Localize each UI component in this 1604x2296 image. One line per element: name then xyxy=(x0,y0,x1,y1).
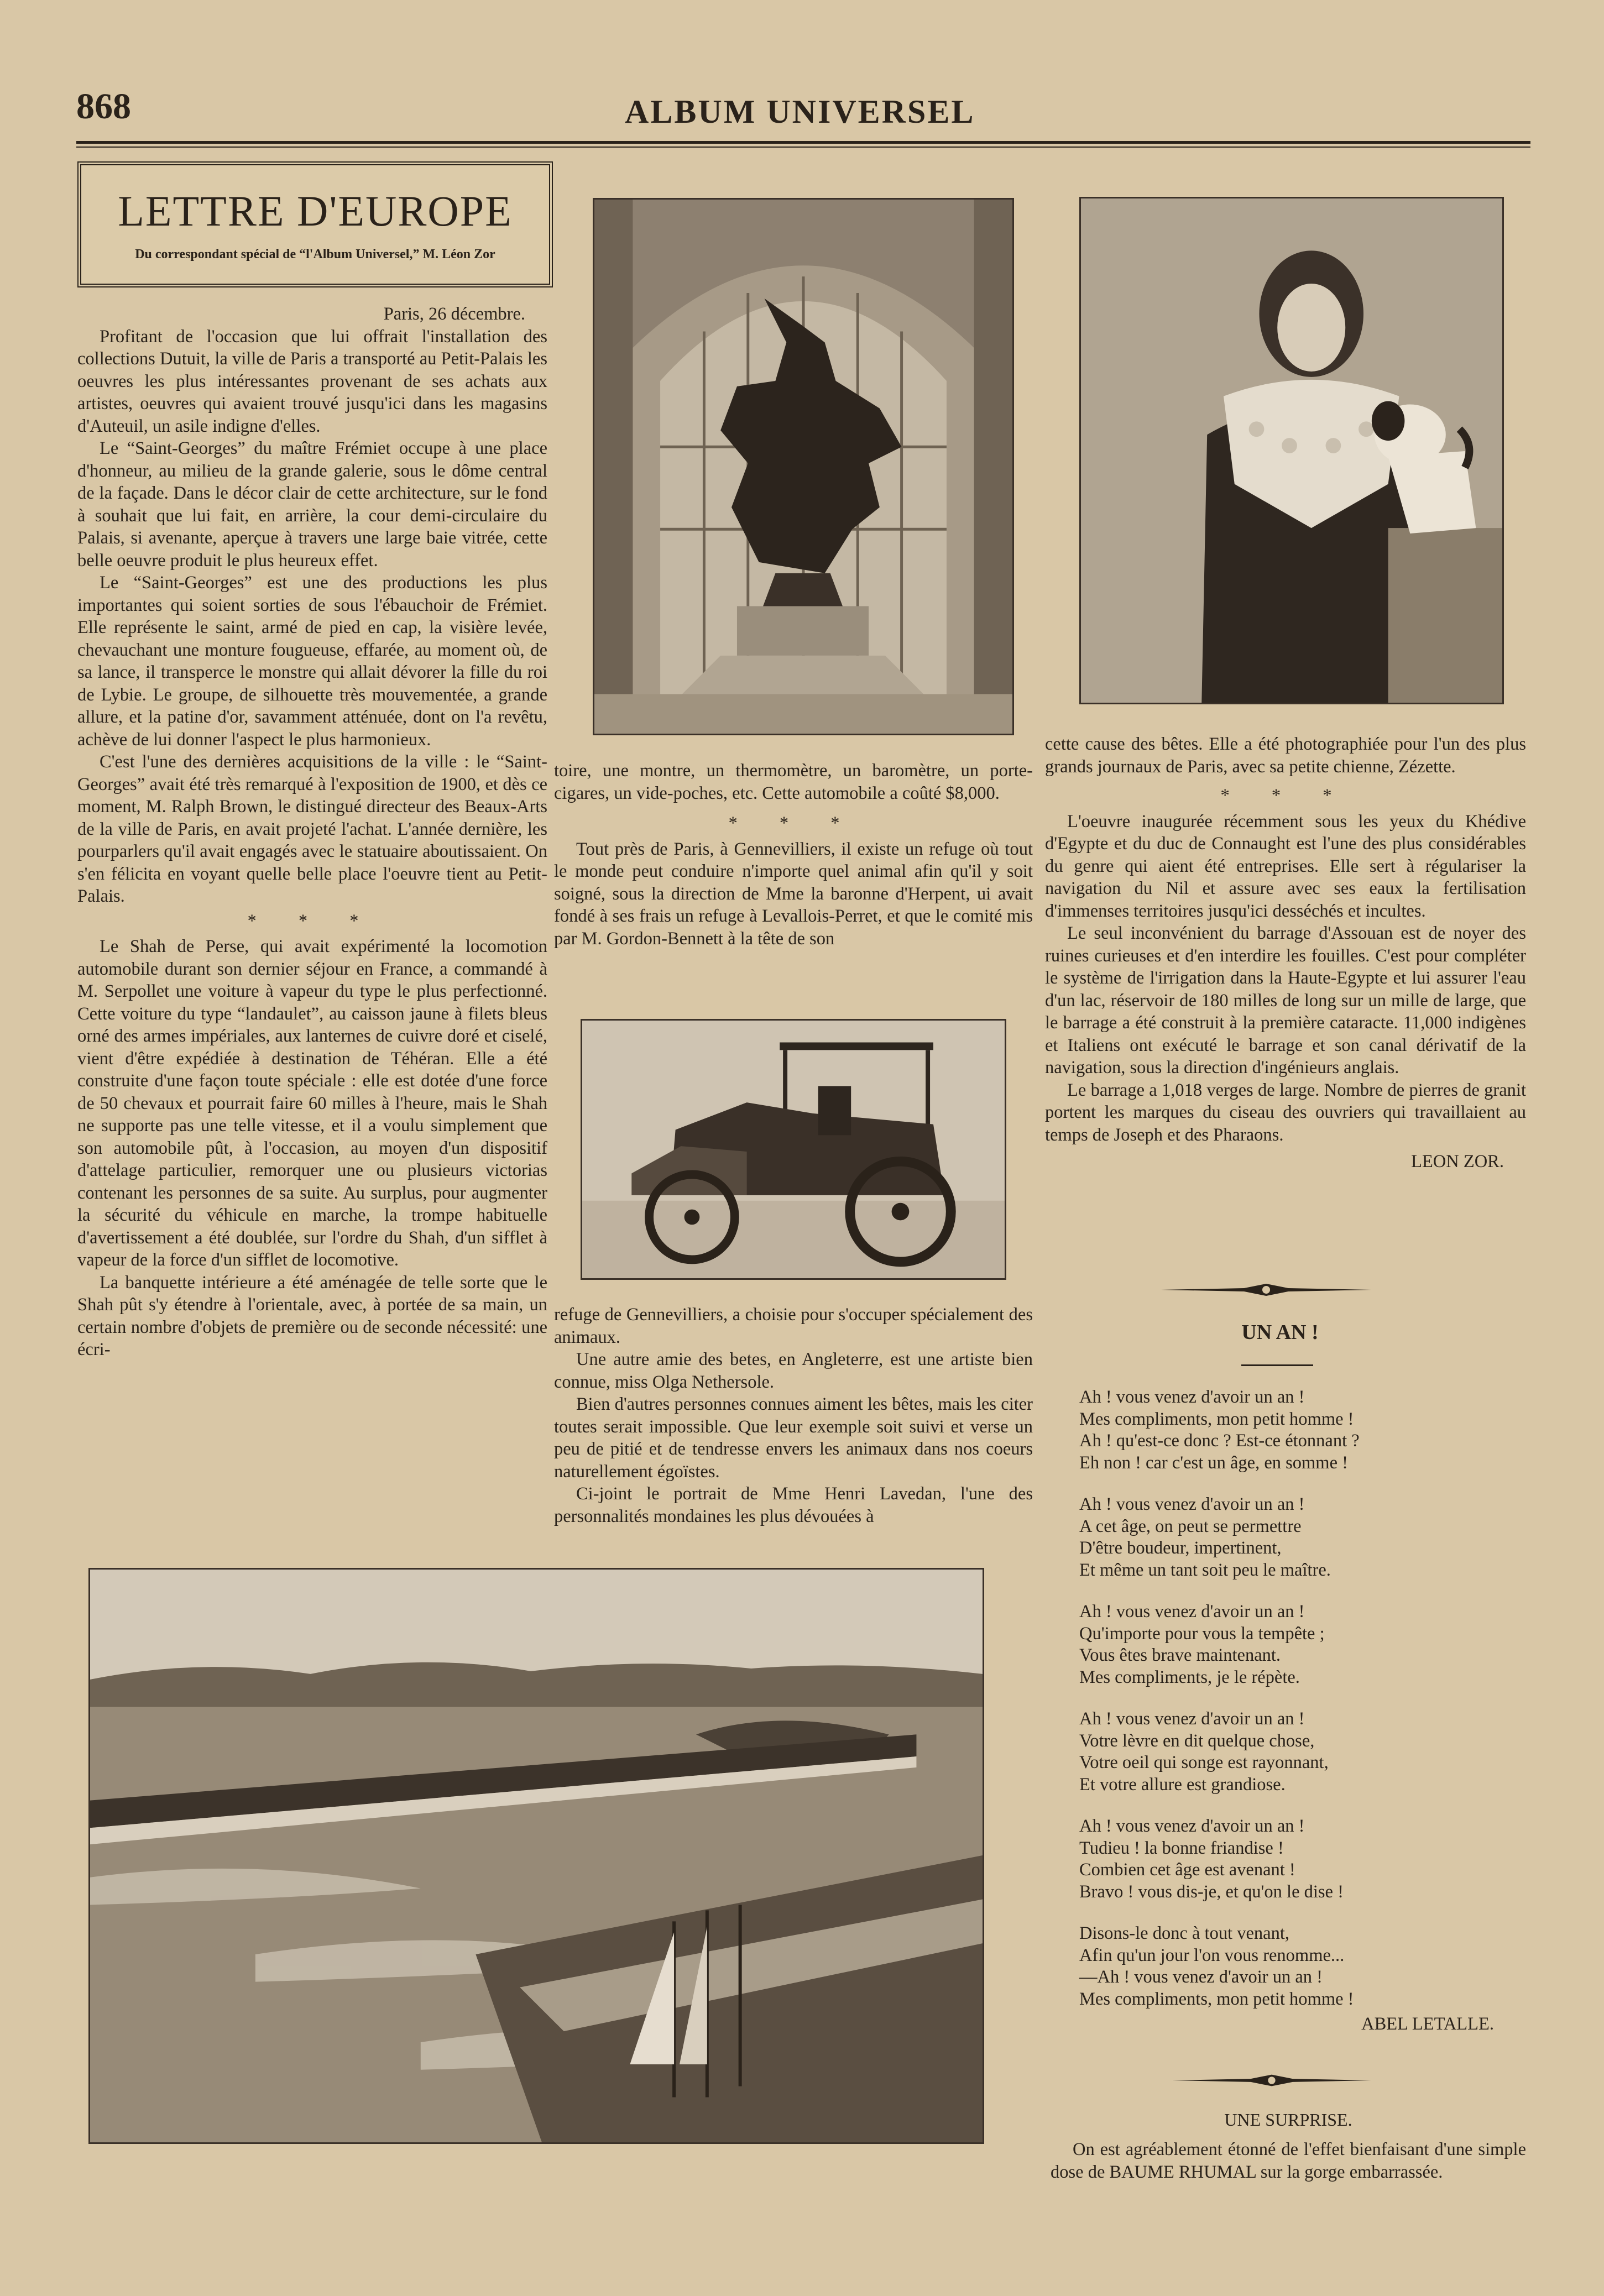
column-1 xyxy=(77,303,547,1361)
poem-line: Tudieu ! la bonne friandise ! xyxy=(1079,1838,1284,1858)
poem-line: Vous êtes brave maintenant. xyxy=(1079,1645,1281,1665)
poem-line: Ah ! qu'est-ce donc ? Est-ce étonnant ? xyxy=(1079,1431,1360,1451)
poem-line: Votre lèvre en dit quelque chose, xyxy=(1079,1730,1315,1751)
automobile-photo xyxy=(581,1019,1006,1280)
advert-text: On est agréablement étonné de l'effet bienfaisant d'une simple dose de BAUME RHUMAL sur la gorge embarrassée. xyxy=(1051,2140,1526,2182)
portrait-photo xyxy=(1079,197,1504,704)
advert-title: UNE SURPRISE. xyxy=(1224,2110,1352,2130)
poem-line: Afin qu'un jour l'on vous renomme... xyxy=(1079,1945,1345,1965)
paragraph: cette cause des bêtes. Elle a été photographiée pour l'un des plus grands journaux de Paris, avec sa petite chienne, Zézette. xyxy=(1045,734,1526,777)
poem-body xyxy=(1079,1387,1522,2036)
poem-title-rule xyxy=(1241,1364,1313,1366)
dam-illustration xyxy=(88,1568,984,2144)
paragraph: Le barrage a 1,018 verges de large. Nombre de pierres de granit portent les marques du ciseau des ouvriers qui travaillaient au temps de Joseph et des Pharaons. xyxy=(1045,1080,1526,1145)
page-number: 868 xyxy=(76,86,131,127)
poem-line: D'être boudeur, impertinent, xyxy=(1079,1538,1282,1558)
poem-line: Mes compliments, je le répète. xyxy=(1079,1667,1300,1687)
poem-stanza xyxy=(1079,1708,1522,1796)
paragraph: Ci-joint le portrait de Mme Henri Lavedan, l'une des personnalités mondaines les plus dévouées à xyxy=(554,1484,1033,1526)
header-rule-thin xyxy=(76,147,1530,148)
poem-line: Eh non ! car c'est un âge, en somme ! xyxy=(1079,1452,1348,1473)
column-2-top xyxy=(554,760,1033,950)
poem-line: Bravo ! vous dis-je, et qu'on le dise ! xyxy=(1079,1881,1344,1902)
poem-line: —Ah ! vous venez d'avoir un an ! xyxy=(1079,1967,1323,1987)
section-separator: * * * xyxy=(1220,786,1351,806)
poem-stanza xyxy=(1079,1816,1522,1903)
section-separator: * * * xyxy=(247,911,378,931)
poem-line: A cet âge, on peut se permettre xyxy=(1079,1516,1302,1536)
paragraph: refuge de Gennevilliers, a choisie pour s'occuper spécialement des animaux. xyxy=(554,1305,1033,1347)
poem-line: Votre oeil qui songe est rayonnant, xyxy=(1079,1753,1329,1772)
poem-line: Ah ! vous venez d'avoir un an ! xyxy=(1079,1602,1305,1622)
poem-line: Ah ! vous venez d'avoir un an ! xyxy=(1079,1816,1305,1836)
poem-stanza xyxy=(1079,1923,1522,2010)
poem-stanza xyxy=(1079,1601,1522,1688)
poem-line: Et même un tant soit peu le maître. xyxy=(1079,1560,1331,1580)
paragraph: Le “Saint-Georges” du maître Frémiet occupe à une place d'honneur, au milieu de la grande galerie, sous le dôme central de la façade. Dans le décor clair de cette architecture, sur le fond à souhait que lui fait, en arrière, la cour demi-circulaire du Palais, si avenante, aperçue à travers une large baie vitrée, cette belle oeuvre produit le plus heureux effet. xyxy=(77,438,547,571)
poem-line: Mes compliments, mon petit homme ! xyxy=(1079,1989,1354,2009)
paragraph: L'oeuvre inaugurée récemment sous les yeux du Khédive d'Egypte et du duc de Connaught est l'une des plus considérables du genre qui aient été entreprises. Elle sert à régulariser la navigation du Nil et assure avec ses eaux la fertilisation d'immenses territoires jusqu'ici desséchés et incultes. xyxy=(1045,811,1526,921)
poem-line: Qu'importe pour vous la tempête ; xyxy=(1079,1623,1325,1644)
poem-line: Ah ! vous venez d'avoir un an ! xyxy=(1079,1494,1305,1514)
poem-stanza xyxy=(1079,1387,1522,1474)
paragraph: C'est l'une des dernières acquisitions de la ville : le “Saint-Georges” avait été très remarqué à l'exposition de 1900, et dès ce moment, M. Ralph Brown, le distingué directeur des Beaux-Arts de la ville de Paris, en avait projeté l'achat. L'année dernière, les pourparlers qu'il avait engagés avec le statuaire aboutissaient. On s'en félicita en voyant quelle belle place l'oeuvre tient au Petit-Palais. xyxy=(77,752,547,906)
article-title: LETTRE D'EUROPE xyxy=(118,187,513,235)
publication-title: ALBUM UNIVERSEL xyxy=(625,93,975,130)
poem-author: ABEL LETALLE. xyxy=(1361,2014,1494,2034)
poem-line: Disons-le donc à tout venant, xyxy=(1079,1923,1289,1943)
article-signature: LEON ZOR. xyxy=(1411,1152,1504,1171)
paragraph: Le “Saint-Georges” est une des productions les plus importantes qui soient sorties de sous l'ébauchoir de Frémiet. Elle représente le saint, armé de pied en cap, la visière levée, chevauchant une monture fougueuse, effarée, au moment où, de sa lance, il transperce le monstre qui allait dévorer la fille du roi de Lybie. Le groupe, de silhouette très mouvementée, a grande allure, et la patine d'or, savamment atténuée, dont on l'a revêtu, achève de lui donner l'aspect le plus harmonieux. xyxy=(77,573,547,750)
paragraph: toire, une montre, un thermomètre, un baromètre, un porte-cigares, un vide-poches, etc. Cette automobile a coûté $8,000. xyxy=(554,761,1033,803)
paragraph: Le seul inconvénient du barrage d'Assouan est de noyer des ruines curieuses et d'en interdire les fouilles. C'est pour compléter le système de l'irrigation dans la Haute-Egypte et lui assurer l'eau d'un lac, réservoir de 180 milles de long sur un mille de large, que le barrage a été construit à la première cataracte. 11,000 indigènes et Italiens ont exécuté le barrage et son canal dérivatif de la navigation, sous la direction d'ingénieurs anglais. xyxy=(1045,923,1526,1078)
statue-photo xyxy=(593,198,1014,735)
column-2-bottom xyxy=(554,1304,1033,1528)
poem-stanza xyxy=(1079,1494,1522,1581)
poem-line: Ah ! vous venez d'avoir un an ! xyxy=(1079,1709,1305,1729)
paragraph: La banquette intérieure a été aménagée de telle sorte que le Shah pût s'y étendre à l'orientale, avec, à portée de sa main, un certain nombre d'objets de première ou de seconde nécessité: une écri- xyxy=(77,1272,547,1359)
dateline: Paris, 26 décembre. xyxy=(383,304,525,324)
advert-body xyxy=(1051,2138,1526,2183)
paragraph: Le Shah de Perse, qui avait expérimenté la locomotion automobile durant son dernier séjour en France, a commandé à M. Serpollet une voiture à vapeur du type le plus perfectionné. Cette voiture du type “landaulet”, au caisson jaune à filets bleus orné des armes impériales, aux lanternes de cuivre doré et ciselé, vient d'être expédiée à destination de Téhéran. Elle a été construite d'une façon toute spéciale : elle est dotée d'une force de 50 chevaux et pourrait faire 60 milles à l'heure, mais le Shah ne supporte pas une telle vitesse, et il a voulu simplement que son automobile pût, à l'occasion, au moyen d'un dispositif d'attelage particulier, remorquer une ou plusieurs victorias contenant les personnes de sa suite. Au surplus, pour augmenter la sécurité du véhicule en marche, la trompe habituelle d'avertissement a été doublée, sur l'ordre du Shah, d'un sifflet à vapeur de la force d'un sifflet de locomotive. xyxy=(77,937,547,1270)
article-subtitle: Du correspondant spécial de “l'Album Universel,” M. Léon Zor xyxy=(135,247,495,261)
poem-line: Combien cet âge est avenant ! xyxy=(1079,1860,1295,1880)
poem-line: Mes compliments, mon petit homme ! xyxy=(1079,1409,1354,1429)
paragraph: Profitant de l'occasion que lui offrait l'installation des collections Dutuit, la ville de Paris a transporté au Petit-Palais les oeuvres les plus intéressantes provenant de ses achats aux artistes, oeuvres qui avaient trouvé jusqu'ici dans les magasins d'Auteuil, un asile indigne d'elles. xyxy=(77,326,547,436)
paragraph: Tout près de Paris, à Gennevilliers, il existe un refuge où tout le monde peut conduire n'importe quel animal afin qu'il y soit soigné, sous la direction de Mme la baronne d'Herpent, ui avait fondé à ses frais un refuge à Levallois-Perret, et que le comité mis par M. Gordon-Bennett à la tête de son xyxy=(554,839,1033,949)
article-title-box xyxy=(77,161,553,287)
poem-line: Ah ! vous venez d'avoir un an ! xyxy=(1079,1387,1305,1407)
poem-line: Et votre allure est grandiose. xyxy=(1079,1774,1286,1795)
header-rule xyxy=(76,141,1530,144)
ornament-divider xyxy=(1161,1282,1371,1298)
poem-title: UN AN ! xyxy=(1241,1321,1319,1344)
paragraph: Une autre amie des betes, en Angleterre, est une artiste bien connue, miss Olga Nethersole. xyxy=(554,1350,1033,1392)
ornament-divider xyxy=(1172,2072,1371,2089)
column-3 xyxy=(1045,733,1526,1173)
paragraph: Bien d'autres personnes connues aiment les bêtes, mais les citer toutes serait impossible. Que leur exemple soit suivi et verse un peu de pitié et de tendresse envers les animaux dans nos coeurs naturellement égoïstes. xyxy=(554,1394,1033,1482)
section-separator: * * * xyxy=(728,813,859,833)
